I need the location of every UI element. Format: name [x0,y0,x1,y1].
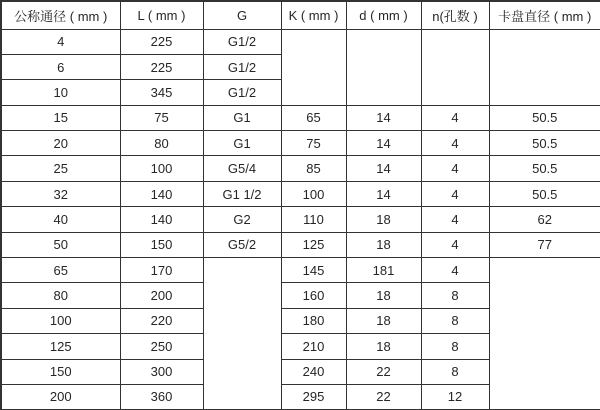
table-cell: G5/4 [203,156,281,181]
table-cell: 62 [489,207,600,232]
table-cell: 100 [120,156,203,181]
table-cell: 250 [120,334,203,359]
table-cell: 14 [346,105,421,130]
empty-cell [346,29,421,105]
table-cell: G1 [203,131,281,156]
table-cell: 18 [346,308,421,333]
table-cell: 22 [346,384,421,409]
table-cell: 15 [1,105,120,130]
table-cell: 8 [421,359,489,384]
table-cell: 40 [1,207,120,232]
empty-cell [489,29,600,105]
table-cell: 110 [281,207,346,232]
table-cell: 200 [1,384,120,409]
table-cell: G1/2 [203,80,281,105]
table-cell: 75 [120,105,203,130]
table-cell: 4 [421,258,489,283]
column-header-6: 卡盘直径 ( mm ) [489,1,600,29]
table-cell: 180 [281,308,346,333]
empty-cell [421,29,489,105]
table-cell: 12 [421,384,489,409]
column-header-3: K ( mm ) [281,1,346,29]
table-cell: 18 [346,334,421,359]
table-cell: 14 [346,156,421,181]
table-cell: 170 [120,258,203,283]
table-cell: 4 [421,207,489,232]
table-cell: 300 [120,359,203,384]
table-cell: 4 [421,156,489,181]
table-cell: 4 [1,29,120,54]
table-cell: 210 [281,334,346,359]
table-cell: 4 [421,181,489,206]
table-cell: 20 [1,131,120,156]
table-cell: 100 [1,308,120,333]
table-cell: G5/2 [203,232,281,257]
column-header-0: 公称通径 ( mm ) [1,1,120,29]
table-cell: 10 [1,80,120,105]
table-cell: 8 [421,283,489,308]
table-cell: 295 [281,384,346,409]
table-cell: 50.5 [489,181,600,206]
table-cell: 77 [489,232,600,257]
table-cell: 18 [346,283,421,308]
table-row [1,258,600,283]
table-cell: 8 [421,308,489,333]
table-cell: 225 [120,29,203,54]
table-cell: 50 [1,232,120,257]
column-header-4: d ( mm ) [346,1,421,29]
table-cell: 150 [1,359,120,384]
table-cell: 160 [281,283,346,308]
column-header-2: G [203,1,281,29]
table-cell: G1 [203,105,281,130]
table-cell: 140 [120,207,203,232]
table-cell: 22 [346,359,421,384]
table-cell: 345 [120,80,203,105]
table-cell: 65 [1,258,120,283]
table-cell: G1 1/2 [203,181,281,206]
column-header-5: n(孔数 ) [421,1,489,29]
column-header-1: L ( mm ) [120,1,203,29]
table-cell: 360 [120,384,203,409]
table-row [1,232,600,257]
table-cell: 4 [421,105,489,130]
table-cell: 80 [1,283,120,308]
table-cell: 8 [421,334,489,359]
table-cell: 85 [281,156,346,181]
table-cell: 50.5 [489,131,600,156]
table-cell: 4 [421,131,489,156]
table-row [1,29,600,54]
table-row [1,131,600,156]
table-cell: 18 [346,232,421,257]
table-cell: 14 [346,131,421,156]
table-cell: 200 [120,283,203,308]
table-cell: 32 [1,181,120,206]
table-cell: 80 [120,131,203,156]
table-cell: 6 [1,54,120,79]
header-row [1,1,600,29]
table-cell: 14 [346,181,421,206]
table-cell: 125 [281,232,346,257]
table-cell: 75 [281,131,346,156]
table-cell: 140 [120,181,203,206]
table-cell: 25 [1,156,120,181]
table-row [1,105,600,130]
table-cell: 4 [421,232,489,257]
table-cell: 65 [281,105,346,130]
table-cell: G2 [203,207,281,232]
empty-cell [203,258,281,410]
table-row [1,181,600,206]
table-cell: 181 [346,258,421,283]
empty-cell [281,29,346,105]
table-row [1,156,600,181]
table-cell: 18 [346,207,421,232]
table-cell: 220 [120,308,203,333]
table-cell: 150 [120,232,203,257]
table-cell: 125 [1,334,120,359]
table-cell: G1/2 [203,29,281,54]
table-row [1,207,600,232]
table-cell: G1/2 [203,54,281,79]
table-cell: 225 [120,54,203,79]
table-cell: 100 [281,181,346,206]
table-cell: 50.5 [489,156,600,181]
table-cell: 240 [281,359,346,384]
table-cell: 145 [281,258,346,283]
empty-cell [489,258,600,410]
table-cell: 50.5 [489,105,600,130]
